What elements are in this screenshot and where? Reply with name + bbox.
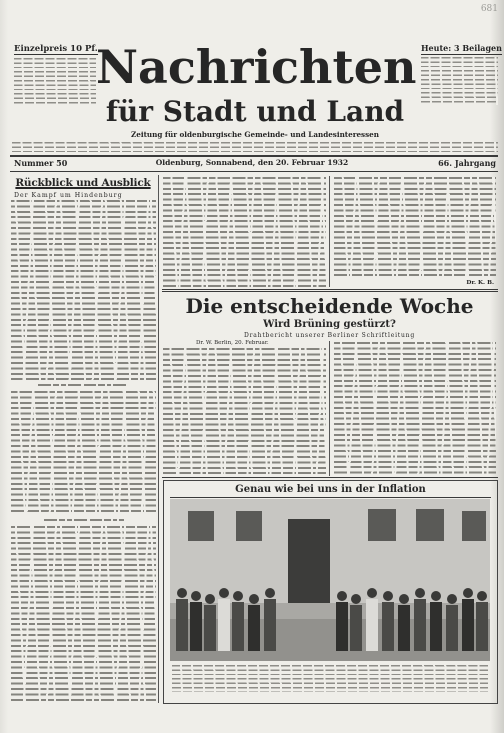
person-head [431,591,441,601]
building-window [462,511,486,541]
article-subheading-text [38,384,130,387]
main-article-headline: Die entscheidende Woche [185,294,474,318]
photo-caption-text [172,665,488,692]
article-body-text [11,526,156,702]
person-head [233,591,243,601]
main-article-byline: Drahtbericht unserer Berliner Schriftleitung [244,332,415,339]
price-label: Einzelpreis 10 Pf. [14,44,98,54]
lead-article-headline: Rückblick und Ausblick [15,177,151,189]
photo-feature-headline: Genau wie bei uns in der Inflation [235,484,426,495]
person-head [191,591,201,601]
section-rule [162,291,498,292]
column-rule [329,176,330,287]
article-body-text [334,177,496,278]
person-head [367,588,377,598]
main-article-dateline: Dr. W. Berlin, 20. Februar. [196,340,269,346]
person-body [476,602,488,651]
person-body [350,605,362,651]
building-window [368,509,396,541]
article-signature: Dr. K. B. [466,280,494,286]
publication-date: Oldenburg, Sonnabend, den 20. Februar 1932 [155,158,349,167]
supplements-label: Heute: 3 Beilagen [421,43,502,53]
building-window [188,511,214,541]
person-head [351,594,361,604]
person-head [383,591,393,601]
person-body [190,602,202,651]
issue-number: Nummer 50 [14,158,68,168]
publisher-info-text [12,142,498,152]
person-body [430,602,442,651]
person-head [265,588,275,598]
lead-article-kicker: Der Kampf um Hindenburg [14,192,123,199]
subscription-notice-text [14,58,96,104]
article-body-text [11,391,156,515]
person-body [382,602,394,651]
person-head [219,588,229,598]
main-article-subheadline: Wird Brüning gestürzt? [263,319,396,330]
person-body [218,599,230,651]
queue-photo [170,499,490,661]
building-doorway [288,519,330,603]
article-body-text [163,348,326,475]
person-body [336,602,348,651]
person-body [204,605,216,651]
article-subheading-text [44,519,124,522]
person-head [463,588,473,598]
newspaper-subtitle: Zeitung für oldenburgische Gemeinde- und Landesinteressen [131,130,379,139]
newspaper-title-sub: für Stadt und Land [105,95,405,128]
photo-headline-rule [170,497,491,498]
volume-number: 66. Jahrgang [438,158,496,168]
person-body [264,599,276,651]
person-body [446,605,458,651]
person-body [366,599,378,651]
article-body-text [11,200,156,380]
person-head [415,588,425,598]
photo-feature-box [163,480,498,704]
person-head [177,588,187,598]
building-window [236,511,262,541]
person-head [447,594,457,604]
person-body [248,605,260,651]
person-head [477,591,487,601]
column-rule [329,341,330,476]
article-body-text [334,342,496,475]
column-rule [158,175,159,703]
person-body [462,599,474,651]
person-body [398,605,410,651]
newspaper-title: Nachrichten [96,40,417,94]
building-window [416,509,444,541]
section-rule [162,289,498,290]
masthead-rule [10,155,498,157]
person-head [337,591,347,601]
dateline-rule [10,171,498,172]
page-number: 681 [480,4,498,14]
person-body [232,602,244,651]
person-body [176,599,188,651]
article-body-text [163,177,326,287]
person-body [414,599,426,651]
person-head [399,594,409,604]
advertising-notice-text [421,57,498,105]
section-rule [162,477,498,478]
person-head [249,594,259,604]
person-head [205,594,215,604]
